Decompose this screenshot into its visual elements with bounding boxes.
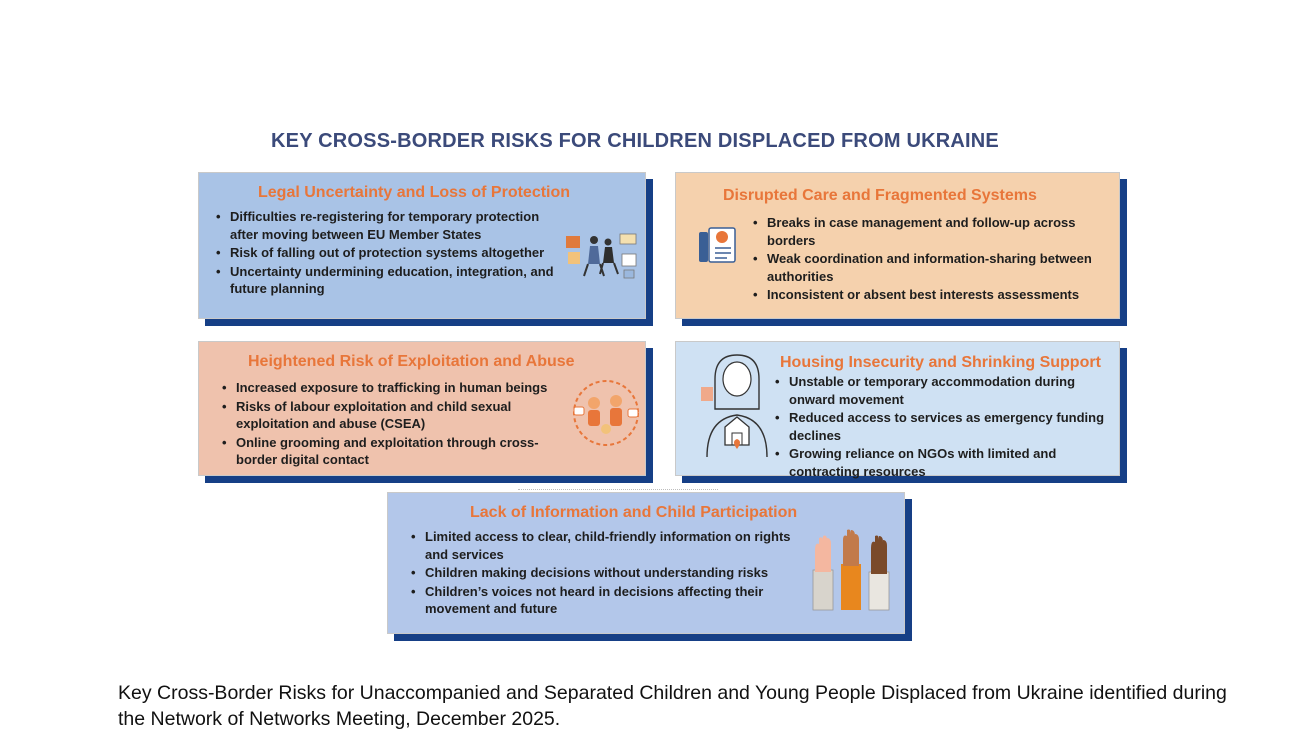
card-list: [409, 528, 799, 619]
card-legal-uncertainty: [198, 172, 646, 319]
card-list: [773, 373, 1113, 481]
card-disrupted-care: [675, 172, 1120, 319]
card-information-participation: [387, 492, 905, 634]
list-item: • Unstable or temporary accommodation during onward movement: [773, 373, 1113, 408]
list-item: • Risks of labour exploitation and child sexual exploitation and abuse (CSEA): [220, 398, 570, 433]
connector-dots: [518, 489, 718, 490]
card-list: [751, 214, 1113, 305]
list-item: • Online grooming and exploitation through cross-border digital contact: [220, 434, 570, 469]
list-item: • Children’s voices not heard in decisions affecting their movement and future: [409, 583, 799, 618]
card-heading: Housing Insecurity and Shrinking Support: [780, 354, 1101, 371]
list-item: • Limited access to clear, child-friendly information on rights and services: [409, 528, 799, 563]
list-item: • Uncertainty undermining education, integration, and future planning: [214, 263, 566, 298]
card-housing-insecurity: [675, 341, 1120, 479]
list-item: • Inconsistent or absent best interests assessments: [751, 286, 1113, 304]
list-item: • Increased exposure to trafficking in human beings: [220, 379, 570, 397]
card-heading: Disrupted Care and Fragmented Systems: [723, 187, 1037, 204]
list-item: • Growing reliance on NGOs with limited and contracting resources: [773, 445, 1113, 480]
card-heading: Lack of Information and Child Participation: [470, 504, 798, 521]
card-heading: Heightened Risk of Exploitation and Abuse: [248, 353, 575, 370]
card-exploitation-abuse: [198, 341, 646, 476]
list-item: • Breaks in case management and follow-up across borders: [751, 214, 1113, 249]
families-migrating-icon: [564, 230, 642, 280]
list-item: • Children making decisions without understanding risks: [409, 564, 799, 582]
woman-holding-house-icon: [699, 349, 775, 461]
list-item: • Risk of falling out of protection systems altogether: [214, 244, 566, 262]
raised-hands-icon: [809, 528, 895, 612]
card-list: [214, 208, 566, 299]
card-list: [220, 379, 570, 470]
list-item: • Difficulties re-registering for temporary protection after moving between EU Member States: [214, 208, 566, 243]
figure-caption: Key Cross-Border Risks for Unaccompanied and Separated Children and Young People Displaced from Ukraine identified during the Network of Networks Meeting, December 2025.: [118, 682, 1227, 730]
card-heading: Legal Uncertainty and Loss of Protection: [258, 184, 571, 201]
list-item: • Weak coordination and information-sharing between authorities: [751, 250, 1113, 285]
diagram-title: KEY CROSS-BORDER RISKS FOR CHILDREN DISPLACED FROM UKRAINE: [271, 130, 999, 152]
list-item: • Reduced access to services as emergency funding declines: [773, 409, 1113, 444]
children-exploitation-icon: [570, 377, 642, 447]
document-file-icon: [697, 224, 747, 268]
